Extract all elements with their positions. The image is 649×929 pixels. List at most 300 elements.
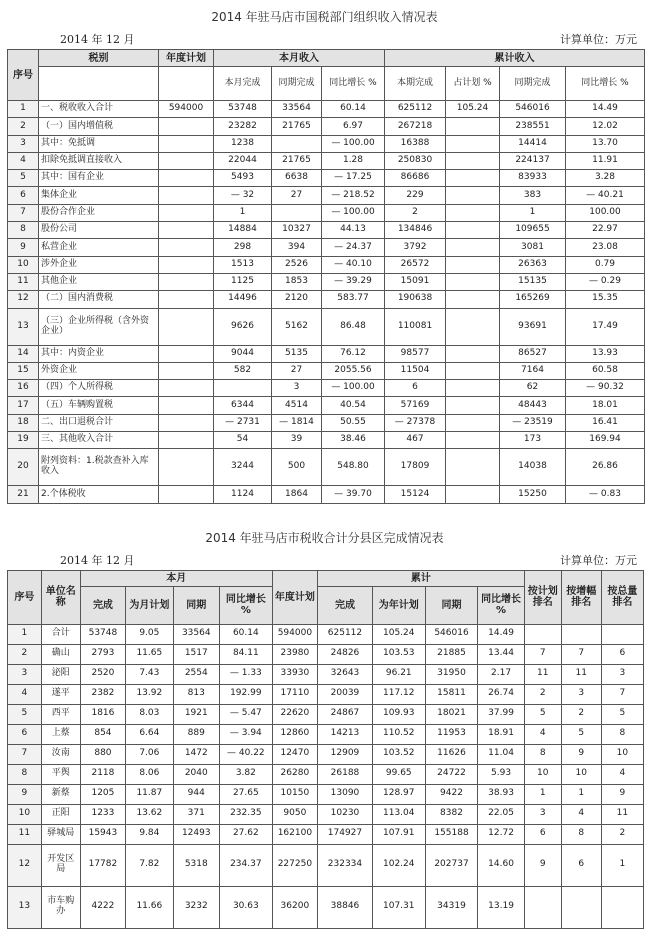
cell-c-done: 15124 [385, 486, 446, 503]
cell-c-same: 15135 [500, 273, 566, 290]
cell-r3: 9 [601, 784, 643, 804]
header-c-yoy: 同比增长 % [566, 67, 645, 101]
t2-header-m-same: 同期 [173, 586, 219, 624]
cell-c-same: 165269 [500, 291, 566, 308]
cell-c-done: 98577 [385, 345, 446, 362]
cell-no: 6 [8, 187, 39, 204]
cell-c-yoy: 13.44 [478, 644, 524, 664]
cell-no: 7 [8, 744, 42, 764]
cell-c-done: 57169 [385, 397, 446, 414]
cell-c-pct: 96.21 [372, 664, 425, 684]
cell-m-same: 33564 [173, 624, 219, 644]
cell-plan [159, 308, 214, 345]
cell-c-yoy: — 0.83 [566, 486, 645, 503]
table-row [8, 624, 644, 644]
cell-m-done: 23282 [214, 118, 272, 135]
cell-m-yoy: 44.13 [322, 222, 385, 239]
cell-name: 汝南 [41, 744, 80, 764]
cell-m-same: 3 [272, 380, 322, 397]
cell-m-same: 5162 [272, 308, 322, 345]
cell-m-done: 582 [214, 362, 272, 379]
cell-c-same: 93691 [500, 308, 566, 345]
header-month: 本月收入 [214, 50, 385, 67]
cell-c-same: 48443 [500, 397, 566, 414]
cell-m-done: 2382 [80, 684, 125, 704]
cell-m-same: 39 [272, 432, 322, 449]
table-row [8, 744, 644, 764]
cell-m-done [214, 380, 272, 397]
cell-c-pct [446, 397, 500, 414]
header-cum: 累计收入 [385, 50, 645, 67]
cell-plan [159, 345, 214, 362]
cell-m-yoy: — 3.94 [219, 724, 272, 744]
cell-m-done: 1233 [80, 804, 125, 824]
header-plan: 年度计划 [159, 50, 214, 67]
cell-m-yoy: — 218.52 [322, 187, 385, 204]
cell-m-yoy: 6.97 [322, 118, 385, 135]
header-c-pct: 占计划 % [446, 67, 500, 101]
cell-m-same: 27 [272, 362, 322, 379]
tax-revenue-table [7, 49, 645, 504]
cell-m-pct: 9.84 [126, 824, 173, 844]
cell-plan [159, 362, 214, 379]
cell-c-pct [446, 187, 500, 204]
cell-c-yoy: 11.04 [478, 744, 524, 764]
cell-m-yoy: 40.54 [322, 397, 385, 414]
cell-c-same: 173 [500, 432, 566, 449]
cell-r2: 4 [561, 804, 601, 824]
cell-m-yoy: — 24.37 [322, 239, 385, 256]
cell-no: 10 [8, 804, 42, 824]
cell-c-done: 6 [385, 380, 446, 397]
cell-c-pct: 109.93 [372, 704, 425, 724]
cell-m-yoy: 2055.56 [322, 362, 385, 379]
cell-no: 18 [8, 414, 39, 431]
cell-no: 4 [8, 684, 42, 704]
cell-r1: 6 [524, 824, 561, 844]
cell-m-done: 5493 [214, 170, 272, 187]
cell-r2 [561, 886, 601, 928]
cell-name: 集体企业 [39, 187, 159, 204]
cell-m-yoy: — 5.47 [219, 704, 272, 724]
cell-c-yoy: — 0.29 [566, 273, 645, 290]
table-row [8, 222, 645, 239]
cell-c-same: 24722 [425, 764, 478, 784]
cell-m-same: 500 [272, 449, 322, 486]
cell-m-yoy: — 100.00 [322, 135, 385, 152]
cell-m-done: 1513 [214, 256, 272, 273]
cell-plan: 594000 [272, 624, 317, 644]
cell-c-done: 17809 [385, 449, 446, 486]
cell-m-same: 2120 [272, 291, 322, 308]
cell-c-pct [446, 118, 500, 135]
cell-r2: 1 [561, 784, 601, 804]
cell-r2: 2 [561, 704, 601, 724]
cell-m-yoy: 60.14 [219, 624, 272, 644]
cell-m-pct: 7.43 [126, 664, 173, 684]
cell-plan: 594000 [159, 101, 214, 118]
table1-date: 2014 年 12 月 [60, 33, 135, 46]
table-row [8, 308, 645, 345]
cell-no: 8 [8, 222, 39, 239]
cell-c-same: 238551 [500, 118, 566, 135]
cell-m-done: 880 [80, 744, 125, 764]
cell-m-done: 9626 [214, 308, 272, 345]
cell-c-yoy: 26.86 [566, 449, 645, 486]
cell-name: 其他企业 [39, 273, 159, 290]
cell-m-same [272, 204, 322, 221]
header-m-yoy: 同比增长 % [322, 67, 385, 101]
cell-m-yoy: — 100.00 [322, 204, 385, 221]
cell-c-yoy: 17.49 [566, 308, 645, 345]
header-c-same: 同期完成 [500, 67, 566, 101]
cell-name: 开发区局 [41, 844, 80, 886]
table-row [8, 704, 644, 724]
cell-c-pct [446, 449, 500, 486]
cell-no: 3 [8, 135, 39, 152]
t2-header-c-yoy: 同比增长 % [478, 586, 524, 624]
cell-r1: 9 [524, 844, 561, 886]
cell-c-same: 383 [500, 187, 566, 204]
header-plan-blank [159, 67, 214, 101]
cell-no: 1 [8, 624, 42, 644]
cell-m-same: 1853 [272, 273, 322, 290]
cell-m-same: 1921 [173, 704, 219, 724]
cell-c-same: 202737 [425, 844, 478, 886]
cell-c-same: 109655 [500, 222, 566, 239]
cell-c-pct [446, 152, 500, 169]
cell-no: 10 [8, 256, 39, 273]
table-row [8, 135, 645, 152]
cell-name: 新蔡 [41, 784, 80, 804]
cell-m-done: 6344 [214, 397, 272, 414]
cell-no: 7 [8, 204, 39, 221]
cell-m-same: 944 [173, 784, 219, 804]
cell-name: （四）个人所得税 [39, 380, 159, 397]
cell-name: 上蔡 [41, 724, 80, 744]
cell-m-done: 2520 [80, 664, 125, 684]
cell-c-yoy: 13.93 [566, 345, 645, 362]
cell-no: 12 [8, 291, 39, 308]
cell-name: 私营企业 [39, 239, 159, 256]
cell-plan [159, 222, 214, 239]
cell-r1: 4 [524, 724, 561, 744]
cell-c-pct [446, 222, 500, 239]
cell-no: 8 [8, 764, 42, 784]
cell-m-same: 27 [272, 187, 322, 204]
cell-name: 其中：免抵调 [39, 135, 159, 152]
table-row [8, 449, 645, 486]
table-row [8, 824, 644, 844]
cell-r1: 11 [524, 664, 561, 684]
cell-m-done: 15943 [80, 824, 125, 844]
table-row [8, 345, 645, 362]
cell-c-same: 15811 [425, 684, 478, 704]
cell-c-done: 24867 [318, 704, 373, 724]
cell-r2 [561, 624, 601, 644]
cell-c-same: 11626 [425, 744, 478, 764]
cell-m-yoy: 192.99 [219, 684, 272, 704]
cell-plan [159, 291, 214, 308]
cell-c-same: 3081 [500, 239, 566, 256]
cell-no: 15 [8, 362, 39, 379]
cell-m-done: 9044 [214, 345, 272, 362]
cell-m-pct: 8.06 [126, 764, 173, 784]
cell-c-done: 86686 [385, 170, 446, 187]
cell-plan [159, 256, 214, 273]
header-category-blank [39, 67, 159, 101]
cell-c-pct: 102.24 [372, 844, 425, 886]
header-m-same: 同期完成 [272, 67, 322, 101]
cell-m-done: 1124 [214, 486, 272, 503]
cell-c-pct [446, 308, 500, 345]
cell-plan: 9050 [272, 804, 317, 824]
cell-c-done: 38846 [318, 886, 373, 928]
cell-c-done: 467 [385, 432, 446, 449]
table-row [8, 380, 645, 397]
cell-no: 9 [8, 784, 42, 804]
cell-m-yoy: — 39.29 [322, 273, 385, 290]
cell-m-pct: 7.06 [126, 744, 173, 764]
cell-name: 其中：内资企业 [39, 345, 159, 362]
cell-name: 三、其他收入合计 [39, 432, 159, 449]
cell-plan: 227250 [272, 844, 317, 886]
cell-c-same: 62 [500, 380, 566, 397]
cell-c-yoy: 16.41 [566, 414, 645, 431]
cell-r1: 2 [524, 684, 561, 704]
table-row [8, 664, 644, 684]
cell-name: 附列资料：1.税款查补入库收入 [39, 449, 159, 486]
cell-c-pct: 103.53 [372, 644, 425, 664]
cell-c-yoy: 12.02 [566, 118, 645, 135]
cell-c-same: 34319 [425, 886, 478, 928]
cell-r3: 8 [601, 724, 643, 744]
cell-c-done: 32643 [318, 664, 373, 684]
cell-m-pct: 11.66 [126, 886, 173, 928]
cell-c-pct: 128.97 [372, 784, 425, 804]
t2-header-unit-name: 单位名称 [41, 570, 80, 624]
cell-m-done: 53748 [80, 624, 125, 644]
table-row [8, 273, 645, 290]
cell-m-pct: 7.82 [126, 844, 173, 886]
cell-m-same [272, 135, 322, 152]
cell-c-yoy: — 40.21 [566, 187, 645, 204]
cell-c-done: 24826 [318, 644, 373, 664]
cell-m-pct: 11.65 [126, 644, 173, 664]
cell-c-same: 11953 [425, 724, 478, 744]
t2-header-m-done: 完成 [80, 586, 125, 624]
cell-r3 [601, 886, 643, 928]
cell-m-same: 2040 [173, 764, 219, 784]
cell-c-pct: 117.12 [372, 684, 425, 704]
cell-name: （二）国内消费税 [39, 291, 159, 308]
cell-name: 扣除免抵调直接收入 [39, 152, 159, 169]
cell-c-pct [446, 380, 500, 397]
cell-c-same: 18021 [425, 704, 478, 724]
cell-m-done: — 32 [214, 187, 272, 204]
county-tax-table [7, 570, 644, 929]
cell-c-yoy: 18.91 [478, 724, 524, 744]
cell-c-done: 232334 [318, 844, 373, 886]
t2-header-cum: 累计 [318, 570, 525, 586]
cell-r2: 8 [561, 824, 601, 844]
cell-m-pct: 6.64 [126, 724, 173, 744]
cell-name: 外资企业 [39, 362, 159, 379]
cell-m-done: 1 [214, 204, 272, 221]
cell-r1: 1 [524, 784, 561, 804]
cell-m-yoy: 232.35 [219, 804, 272, 824]
cell-m-pct: 13.92 [126, 684, 173, 704]
cell-m-same: 3232 [173, 886, 219, 928]
cell-c-same: 26363 [500, 256, 566, 273]
cell-c-same: 83933 [500, 170, 566, 187]
cell-plan [159, 204, 214, 221]
cell-plan [159, 239, 214, 256]
cell-r1: 7 [524, 644, 561, 664]
cell-c-pct [446, 135, 500, 152]
cell-m-done: 2118 [80, 764, 125, 784]
cell-plan: 23980 [272, 644, 317, 664]
cell-plan [159, 449, 214, 486]
cell-c-yoy: 23.08 [566, 239, 645, 256]
cell-r1: 8 [524, 744, 561, 764]
table-row [8, 152, 645, 169]
cell-name: 市车购办 [41, 886, 80, 928]
cell-no: 6 [8, 724, 42, 744]
cell-no: 2 [8, 644, 42, 664]
cell-c-yoy: 3.28 [566, 170, 645, 187]
t2-header-seq: 序号 [8, 570, 42, 624]
cell-plan [159, 414, 214, 431]
cell-c-done: 20039 [318, 684, 373, 704]
cell-m-yoy: — 39.70 [322, 486, 385, 503]
header-seq: 序号 [8, 50, 39, 101]
cell-no: 3 [8, 664, 42, 684]
cell-name: 泌阳 [41, 664, 80, 684]
cell-c-yoy: 14.49 [566, 101, 645, 118]
cell-c-done: 229 [385, 187, 446, 204]
table-row [8, 844, 644, 886]
t2-header-rank-total: 按总量排名 [601, 570, 643, 624]
cell-c-done: 134846 [385, 222, 446, 239]
cell-m-pct: 8.03 [126, 704, 173, 724]
table-row [8, 804, 644, 824]
cell-m-yoy: 548.80 [322, 449, 385, 486]
cell-c-pct: 105.24 [446, 101, 500, 118]
cell-plan [159, 273, 214, 290]
cell-m-done: 17782 [80, 844, 125, 886]
cell-m-yoy: 38.46 [322, 432, 385, 449]
cell-r2: 9 [561, 744, 601, 764]
t2-header-month: 本月 [80, 570, 272, 586]
cell-m-pct: 13.62 [126, 804, 173, 824]
cell-c-done: 13090 [318, 784, 373, 804]
table2-unit: 计算单位：万元 [560, 553, 637, 567]
table-row [8, 414, 645, 431]
cell-c-pct: 103.52 [372, 744, 425, 764]
cell-plan [159, 187, 214, 204]
cell-m-yoy: — 1.33 [219, 664, 272, 684]
cell-plan: 10150 [272, 784, 317, 804]
cell-m-done: 53748 [214, 101, 272, 118]
cell-r3 [601, 624, 643, 644]
cell-name: 合计 [41, 624, 80, 644]
cell-r3: 5 [601, 704, 643, 724]
cell-c-done: 16388 [385, 135, 446, 152]
cell-r1: 5 [524, 704, 561, 724]
header-m-done: 本月完成 [214, 67, 272, 101]
cell-name: 二、出口退税合计 [39, 414, 159, 431]
table-row [8, 886, 644, 928]
cell-m-same: 5135 [272, 345, 322, 362]
cell-c-pct [446, 345, 500, 362]
t2-header-c-same: 同期 [425, 586, 478, 624]
cell-c-pct [446, 414, 500, 431]
cell-plan: 162100 [272, 824, 317, 844]
cell-c-same: 155188 [425, 824, 478, 844]
cell-c-same: 9422 [425, 784, 478, 804]
cell-c-pct [446, 432, 500, 449]
cell-r3: 3 [601, 664, 643, 684]
cell-c-yoy: 13.70 [566, 135, 645, 152]
cell-m-done: 1125 [214, 273, 272, 290]
cell-m-done: 1205 [80, 784, 125, 804]
cell-m-yoy: 50.55 [322, 414, 385, 431]
table1-title: 2014 年驻马店市国税部门组织收入情况表 [211, 10, 438, 24]
cell-no: 17 [8, 397, 39, 414]
cell-r2: 10 [561, 764, 601, 784]
cell-plan [159, 118, 214, 135]
cell-m-same: 2554 [173, 664, 219, 684]
cell-m-same: 21765 [272, 118, 322, 135]
cell-m-done: — 2731 [214, 414, 272, 431]
cell-m-done: 3244 [214, 449, 272, 486]
table-row [8, 362, 645, 379]
cell-c-done: 174927 [318, 824, 373, 844]
cell-m-done: 1238 [214, 135, 272, 152]
cell-m-same: 12493 [173, 824, 219, 844]
cell-c-yoy: 22.05 [478, 804, 524, 824]
cell-r2: 11 [561, 664, 601, 684]
cell-r1: 3 [524, 804, 561, 824]
table-row [8, 684, 644, 704]
cell-c-same: 7164 [500, 362, 566, 379]
cell-m-yoy: — 40.22 [219, 744, 272, 764]
cell-c-done: — 27378 [385, 414, 446, 431]
cell-c-pct: 99.65 [372, 764, 425, 784]
cell-no: 1 [8, 101, 39, 118]
cell-m-done: 1816 [80, 704, 125, 724]
cell-m-yoy: 76.12 [322, 345, 385, 362]
cell-plan: 17110 [272, 684, 317, 704]
cell-r2: 6 [561, 844, 601, 886]
cell-r3: 2 [601, 824, 643, 844]
cell-plan: 22620 [272, 704, 317, 724]
cell-c-pct [446, 486, 500, 503]
cell-m-done: 4222 [80, 886, 125, 928]
cell-name: 其中：国有企业 [39, 170, 159, 187]
cell-no: 5 [8, 170, 39, 187]
cell-plan: 33930 [272, 664, 317, 684]
cell-no: 9 [8, 239, 39, 256]
cell-no: 19 [8, 432, 39, 449]
cell-m-same: 813 [173, 684, 219, 704]
t2-header-m-pct: 为月计划 [126, 586, 173, 624]
cell-m-same: 1864 [272, 486, 322, 503]
cell-m-yoy: 234.37 [219, 844, 272, 886]
cell-m-same: — 1814 [272, 414, 322, 431]
cell-no: 4 [8, 152, 39, 169]
